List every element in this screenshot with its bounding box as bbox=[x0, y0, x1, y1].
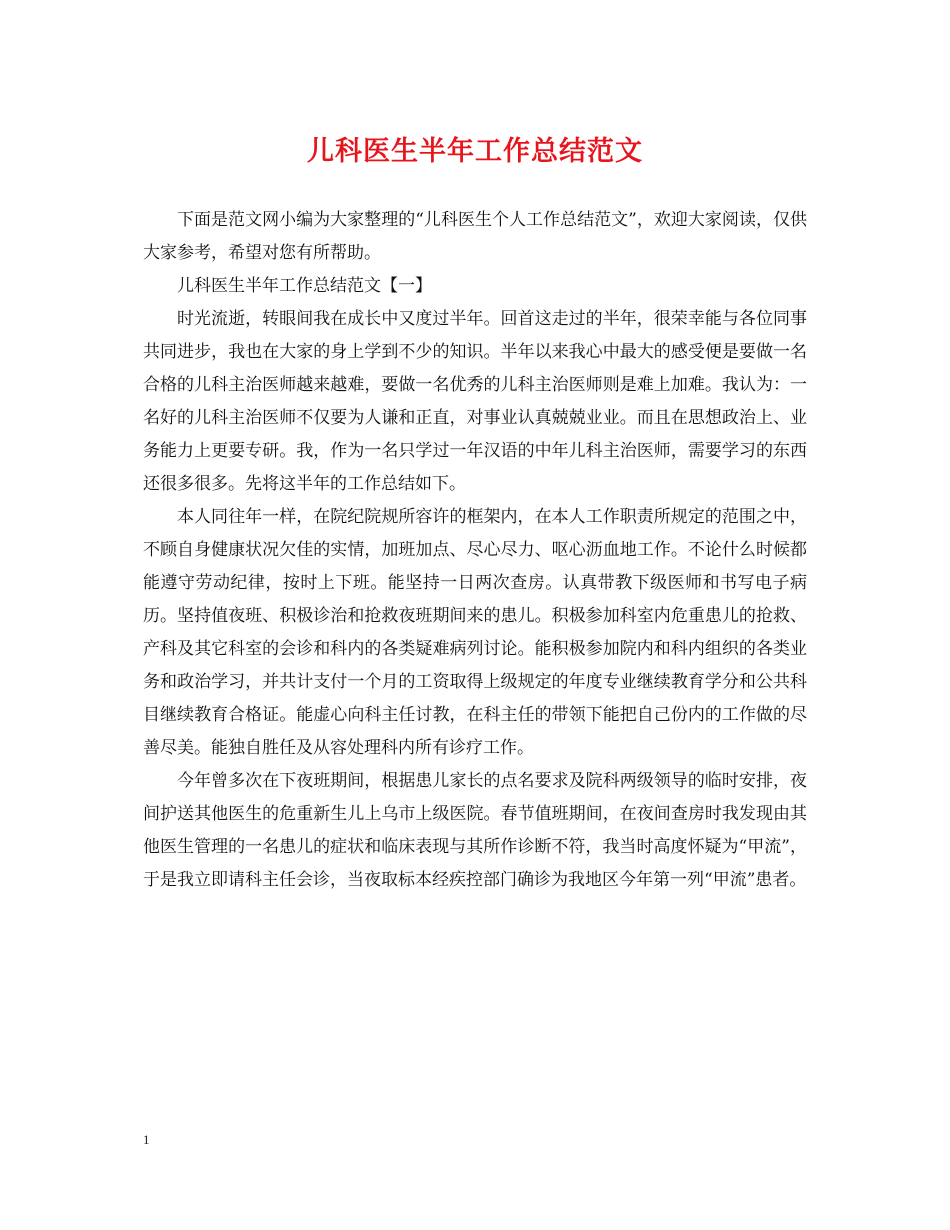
paragraph-1: 时光流逝，转眼间我在成长中又度过半年。回首这走过的半年，很荣幸能与各位同事共同进步，我也在大家的身上学到不少的知识。半年以来我心中最大的感受便是要做一名合格的儿科主治医师越来越难，要做一名优秀的儿科主治医师则是难上加难。我认为：一名好的儿科主治医师不仅要为人谦和正直，对事业认真兢兢业业。而且在思想政治上、业务能力上更要专研。我，作为一名只学过一年汉语的中年儿科主治医师，需要学习的东西还很多很多。先将这半年的工作总结如下。 bbox=[143, 309, 807, 494]
section-heading: 儿科医生半年工作总结范文【一】 bbox=[177, 276, 432, 296]
paragraph-intro: 下面是范文网小编为大家整理的“儿科医生个人工作总结范文”，欢迎大家阅读，仅供大家参考，希望对您有所帮助。 bbox=[143, 210, 807, 263]
document-title: 儿科医生半年工作总结范文 bbox=[307, 136, 643, 167]
paragraph-2: 本人同往年一样，在院纪院规所容许的框架内，在本人工作职责所规定的范围之中，不顾自身健康状况欠佳的实情，加班加点、尽心尽力、呕心沥血地工作。不论什么时候都能遵守劳动纪律，按时上下班。能坚持一日两次查房。认真带教下级医师和书写电子病历。坚持值夜班、积极诊治和抢救夜班期间来的患儿。积极参加科室内危重患儿的抢救、产科及其它科室的会诊和科内的各类疑难病列讨论。能积极参加院内和科内组织的各类业务和政治学习，并共计支付一个月的工资取得上级规定的年度专业继续教育学分和公共科目继续教育合格证。能虚心向科主任讨教，在科主任的带领下能把自己份内的工作做的尽善尽美。能独自胜任及从容处理科内所有诊疗工作。 bbox=[143, 507, 807, 758]
paragraph-3: 今年曾多次在下夜班期间，根据患儿家长的点名要求及院科两级领导的临时安排，夜间护送其他医生的危重新生儿上乌市上级医院。春节值班期间，在夜间查房时我发现由其他医生管理的一名患儿的症状和临床表现与其所作诊断不符，我当时高度怀疑为“甲流”，于是我立即请科主任会诊，当夜取标本经疾控部门确诊为我地区今年第一列“甲流”患者。 bbox=[143, 771, 807, 890]
document-body bbox=[143, 204, 807, 897]
page-number: 1 bbox=[143, 1132, 150, 1147]
